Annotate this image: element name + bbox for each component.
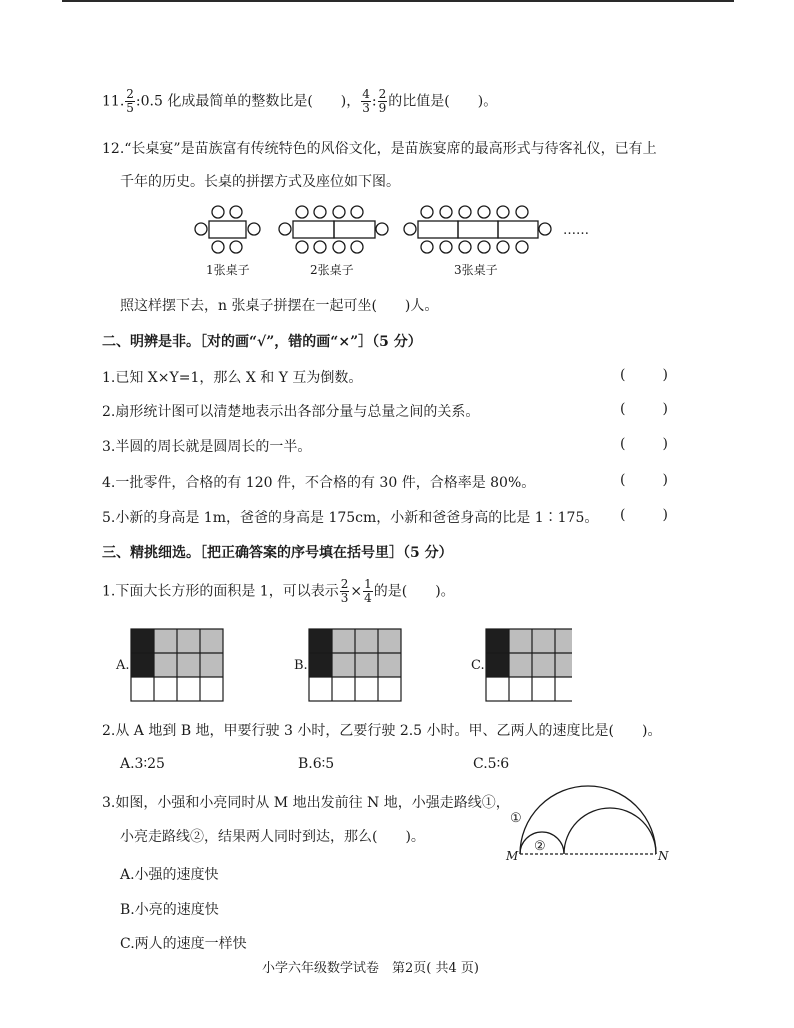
judge-item-2: 2.扇形统计图可以清楚地表示出各部分量与总量之间的关系。 — [102, 404, 480, 420]
table-arrangement-figure — [188, 198, 598, 280]
answer-bracket-4[interactable]: ( ) — [620, 472, 668, 488]
q2-option-a[interactable]: A.3∶25 — [120, 756, 165, 772]
route-figure — [500, 780, 675, 862]
question-12-prompt: 照这样摆下去，n 张桌子拼摆在一起可坐( )人。 — [120, 298, 439, 314]
route-1-label: ① — [510, 811, 522, 826]
page-footer: 小学六年级数学试卷 第2页( 共4 页) — [262, 961, 479, 976]
answer-bracket-1[interactable]: ( ) — [620, 367, 668, 383]
fraction: $\frac{2}{9}$ — [378, 87, 387, 115]
option-c-grid — [486, 629, 572, 701]
question-12-line1: 12.“长桌宴”是苗族富有传统特色的风俗文化，是苗族宴席的最高形式与待客礼仪，已有上 — [102, 141, 657, 157]
point-m-label: M — [506, 849, 519, 862]
question-11: 11. $\frac{2}{5}$ :0.5 化成最简单的整数比是( )， $\frac{4}{3}$ : $\frac{2}{9}$ 的比值是( )。 — [102, 87, 498, 115]
caption-2-tables: 2张桌子 — [310, 263, 354, 277]
judge-item-5: 5.小新的身高是 1m，爸爸的身高是 175cm，小新和爸爸身高的比是 1∶175。 — [102, 510, 599, 526]
q3-option-c[interactable]: C.两人的速度一样快 — [120, 936, 247, 952]
fraction: $\frac{4}{3}$ — [362, 87, 370, 115]
answer-bracket-5[interactable]: ( ) — [620, 507, 668, 523]
choice-question-3-line2: 小亮走路线②，结果两人同时到达，那么( )。 — [120, 829, 425, 845]
judge-item-1: 1.已知 X×Y=1，那么 X 和 Y 互为倒数。 — [102, 370, 363, 386]
point-n-label: N — [658, 849, 669, 862]
choice-question-3-line1: 3.如图，小强和小亮同时从 M 地出发前往 N 地，小强走路线①， — [102, 795, 510, 811]
option-c-label: C. — [471, 658, 485, 673]
answer-bracket-2[interactable]: ( ) — [620, 401, 668, 417]
option-b-label: B. — [294, 658, 308, 673]
caption-1-table: 1张桌子 — [206, 263, 250, 277]
section-3-title: 三、精挑细选。［把正确答案的序号填在括号里］（5 分） — [102, 545, 453, 561]
route-2-label: ② — [534, 839, 546, 854]
q2-option-c[interactable]: C.5∶6 — [473, 756, 510, 772]
fraction: $\frac{2}{5}$ — [126, 87, 134, 115]
choice-question-1: 1.下面大长方形的面积是 1，可以表示 $\frac{2}{3}$ × $\frac{1}{4}$ 的是( )。 — [102, 577, 455, 605]
judge-item-3: 3.半圆的周长就是圆周长的一半。 — [102, 439, 312, 455]
fraction: $\frac{2}{3}$ — [340, 577, 349, 605]
section-2-title: 二、明辨是非。［对的画“√”，错的画“×”］（5 分） — [102, 334, 422, 350]
answer-bracket-3[interactable]: ( ) — [620, 436, 668, 452]
q3-option-b[interactable]: B.小亮的速度快 — [120, 902, 219, 918]
question-12-line2: 千年的历史。长桌的拼摆方式及座位如下图。 — [120, 174, 400, 190]
q3-option-a[interactable]: A.小强的速度快 — [120, 867, 219, 883]
fraction: $\frac{1}{4}$ — [364, 577, 372, 605]
top-border — [62, 0, 734, 2]
option-a-grid — [131, 629, 223, 701]
q2-option-b[interactable]: B.6∶5 — [298, 756, 335, 772]
option-a-label: A. — [116, 658, 130, 673]
table-ellipsis: …… — [563, 223, 589, 238]
choice-question-2: 2.从 A 地到 B 地，甲要行驶 3 小时，乙要行驶 2.5 小时。甲、乙两人的速度比是( )。 — [102, 723, 662, 739]
grid-options-figure — [112, 626, 572, 704]
caption-3-tables: 3张桌子 — [454, 263, 498, 277]
option-b-grid — [309, 629, 401, 701]
judge-item-4: 4.一批零件，合格的有 120 件，不合格的有 30 件，合格率是 80%。 — [102, 475, 536, 491]
